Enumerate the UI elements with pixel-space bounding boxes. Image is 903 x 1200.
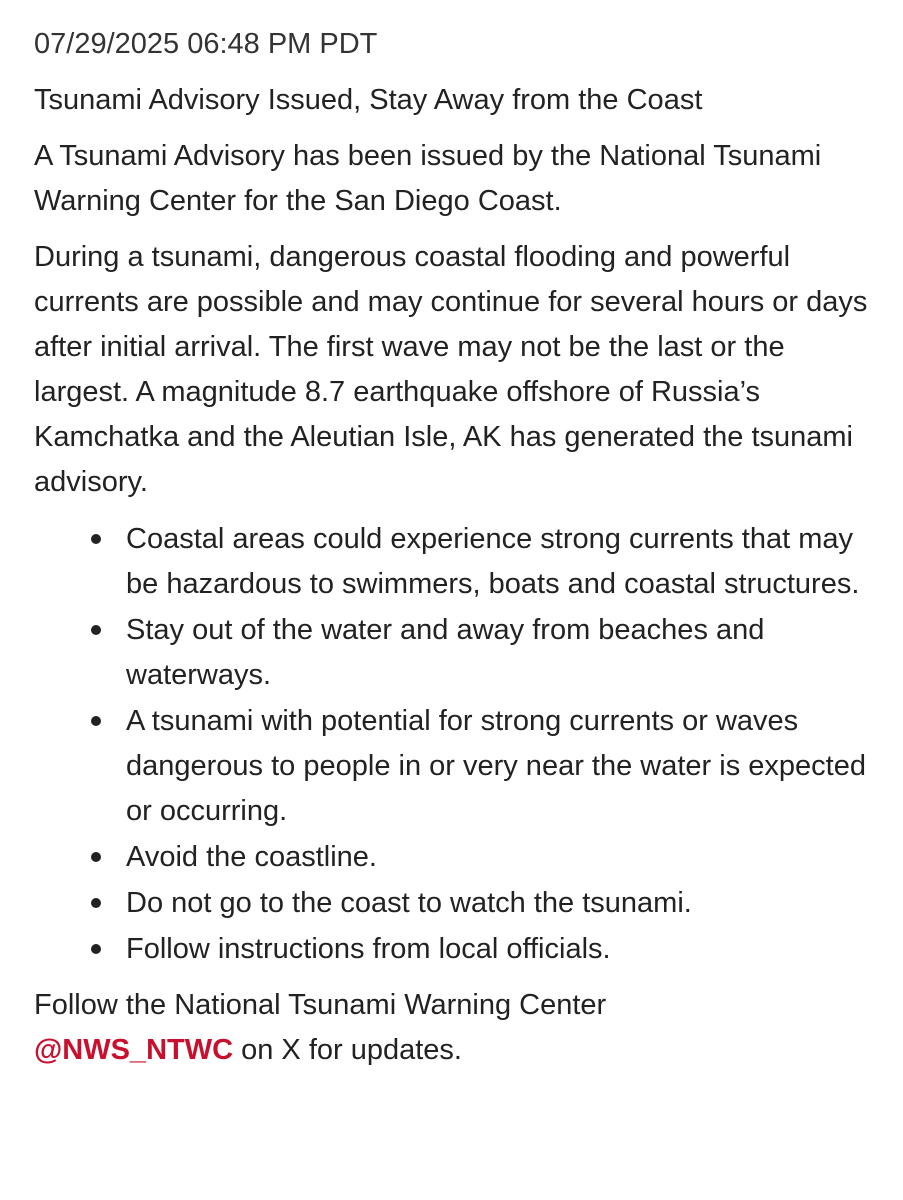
list-item-text: Coastal areas could experience strong currents that may be hazardous to swimmers, boats and coastal structures. [126, 523, 860, 600]
list-item [34, 608, 873, 698]
bullet-icon [91, 534, 101, 544]
bullet-icon [91, 944, 101, 954]
bullet-icon [91, 625, 101, 635]
list-item [34, 927, 873, 972]
alert-timestamp: 07/29/2025 06:48 PM PDT [34, 28, 378, 60]
list-item-text: Do not go to the coast to watch the tsunami. [126, 887, 692, 919]
alert-body: During a tsunami, dangerous coastal flooding and powerful currents are possible and may continue for several hours or days after initial arrival. The first wave may not be the last or the largest. A magnitude 8.7 earthquake offshore of Russia’s Kamchatka and the Aleutian Isle, AK has generated the tsunami advisory. [34, 241, 868, 498]
list-item [34, 517, 873, 607]
safety-list [34, 517, 873, 972]
list-item-text: Avoid the coastline. [126, 841, 377, 873]
list-item-text: Stay out of the water and away from beaches and waterways. [126, 614, 765, 691]
bullet-icon [91, 852, 101, 862]
list-item [34, 881, 873, 926]
alert-intro: A Tsunami Advisory has been issued by the National Tsunami Warning Center for the San Diego Coast. [34, 140, 822, 217]
list-item [34, 835, 873, 880]
list-item-text: Follow instructions from local officials. [126, 933, 611, 965]
footer-suffix: on X for updates. [233, 1034, 462, 1066]
alert-footer [34, 983, 873, 1073]
nws-ntwc-handle-link[interactable]: @NWS_NTWC [34, 1034, 234, 1066]
list-item [34, 699, 873, 834]
bullet-icon [91, 716, 101, 726]
alert-title: Tsunami Advisory Issued, Stay Away from the Coast [34, 84, 703, 116]
footer-prefix: Follow the National Tsunami Warning Center [34, 989, 607, 1021]
bullet-icon [91, 898, 101, 908]
list-item-text: A tsunami with potential for strong currents or waves dangerous to people in or very near the water is expected or occurring. [126, 705, 866, 827]
